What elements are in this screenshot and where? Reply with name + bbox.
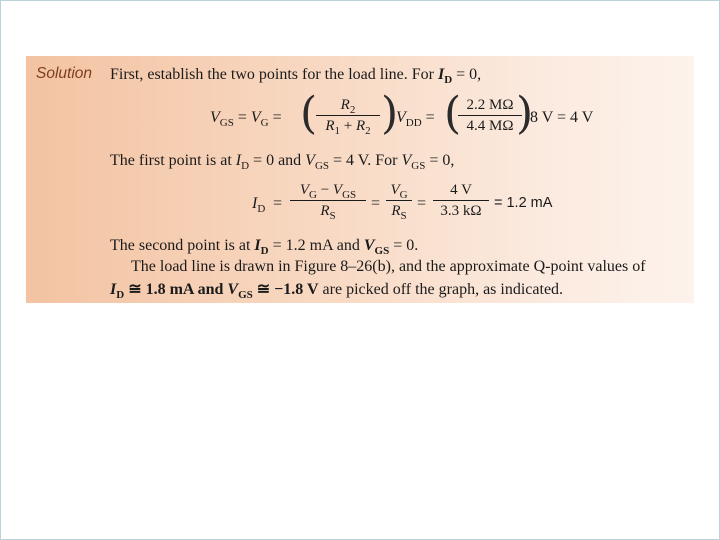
id-fraction-1: $V_G - V_{GS}$ $R_S$ xyxy=(290,181,366,220)
solution-label: Solution xyxy=(36,65,93,82)
q-point-line: $I_D$ ≅ 1.8 mA and $V_{GS}$ ≅ −1.8 V are picked off the graph, as indicated. xyxy=(110,281,564,301)
eq1-lhs: $V_{GS} = V_G$ = xyxy=(210,109,282,129)
right-paren-1: ) xyxy=(381,88,399,139)
intro-tail: = 0, xyxy=(452,66,482,83)
eq2-result: = 1.2 mA xyxy=(494,195,553,211)
divider-fraction: $R_2$ $R_1 + R_2$ xyxy=(316,96,380,135)
id-fraction-3: 4 V 3.3 kΩ xyxy=(433,181,489,220)
id-subscript: D xyxy=(444,74,453,86)
load-line-text: The load line is drawn in Figure 8–26(b), and the approximate Q-point values of xyxy=(131,258,646,275)
eq2-equals-1: = xyxy=(273,195,283,212)
eq2-lhs: $I_D$ xyxy=(252,195,266,215)
resistor-ratio-fraction: 2.2 MΩ 4.4 MΩ xyxy=(458,96,522,135)
left-paren-1: ( xyxy=(300,88,318,139)
id-symbol: I xyxy=(437,66,445,83)
eq1-result: 8 V = 4 V xyxy=(530,109,594,126)
first-point-line: The first point is at $I_D = 0$ and $V_{GS} = 4$ V. For $V_{GS} = 0$, xyxy=(110,152,455,172)
intro-text: First, establish the two points for the load line. For xyxy=(110,66,438,83)
intro-line xyxy=(110,66,481,84)
left-paren-2: ( xyxy=(444,88,462,139)
right-paren-2: ) xyxy=(516,88,534,139)
id-fraction-2: $V_G$ $R_S$ xyxy=(386,181,412,220)
eq1-vdd: $V_{DD}$ = xyxy=(396,109,435,129)
second-point-line: The second point is at $I_D = 1.2$ mA and $V_{GS} = 0$. xyxy=(110,237,419,257)
eq2-equals-3: = xyxy=(417,195,427,212)
eq2-equals-2: = xyxy=(371,195,381,212)
